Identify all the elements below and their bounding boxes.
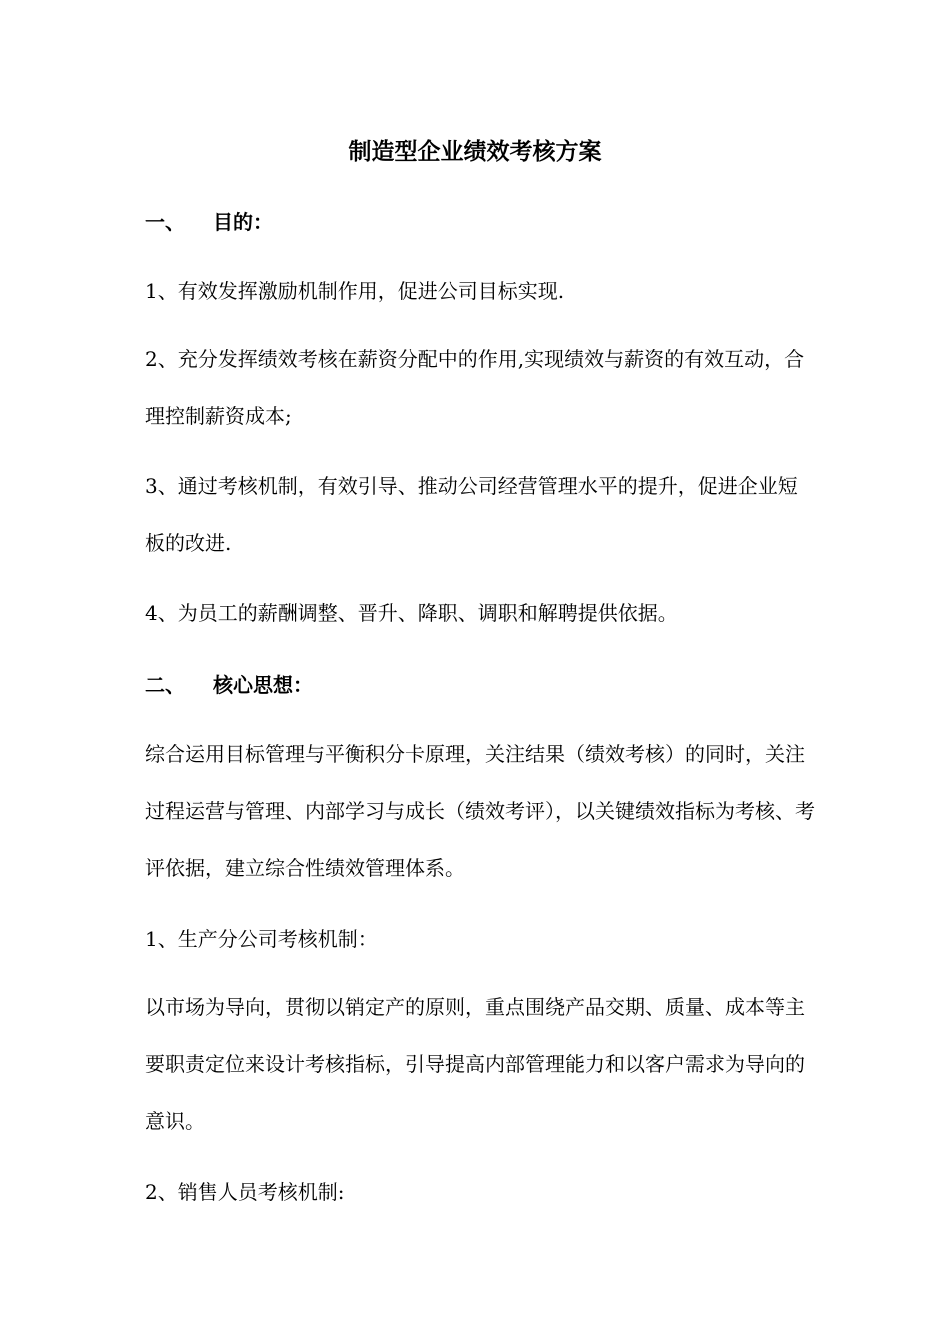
section-heading-text: 目的： xyxy=(213,210,273,234)
core-idea-paragraph: 综合运用目标管理与平衡积分卡原理，关注结果（绩效考核）的同时，关注过程运营与管理、内部学习与成长（绩效考评），以关键绩效指标为考核、考评依据，建立综合性绩效管理体系。 xyxy=(145,742,815,880)
purpose-item-1: 1、有效发挥激励机制作用，促进公司目标实现. xyxy=(145,279,565,303)
document-title: 制造型企业绩效考核方案 xyxy=(348,138,602,165)
purpose-item-2: 2、充分发挥绩效考核在薪资分配中的作用,实现绩效与薪资的有效互动，合理控制薪资成本; xyxy=(145,347,805,428)
subsection-heading-production: 1、生产分公司考核机制： xyxy=(145,927,378,951)
section-heading-core-idea xyxy=(145,668,313,702)
production-paragraph: 以市场为导向，贯彻以销定产的原则，重点围绕产品交期、质量、成本等主要职责定位来设计考核指标，引导提高内部管理能力和以客户需求为导向的意识。 xyxy=(145,995,805,1133)
section-heading-purpose xyxy=(145,205,273,239)
purpose-item-3: 3、通过考核机制，有效引导、推动公司经营管理水平的提升，促进企业短板的改进. xyxy=(145,474,798,555)
subsection-heading-sales: 2、销售人员考核机制: xyxy=(145,1180,345,1204)
section-number: 二、 xyxy=(145,673,185,697)
section-number: 一、 xyxy=(145,210,185,234)
purpose-item-4: 4、为员工的薪酬调整、晋升、降职、调职和解聘提供依据。 xyxy=(145,601,678,625)
section-heading-text: 核心思想： xyxy=(213,673,313,697)
